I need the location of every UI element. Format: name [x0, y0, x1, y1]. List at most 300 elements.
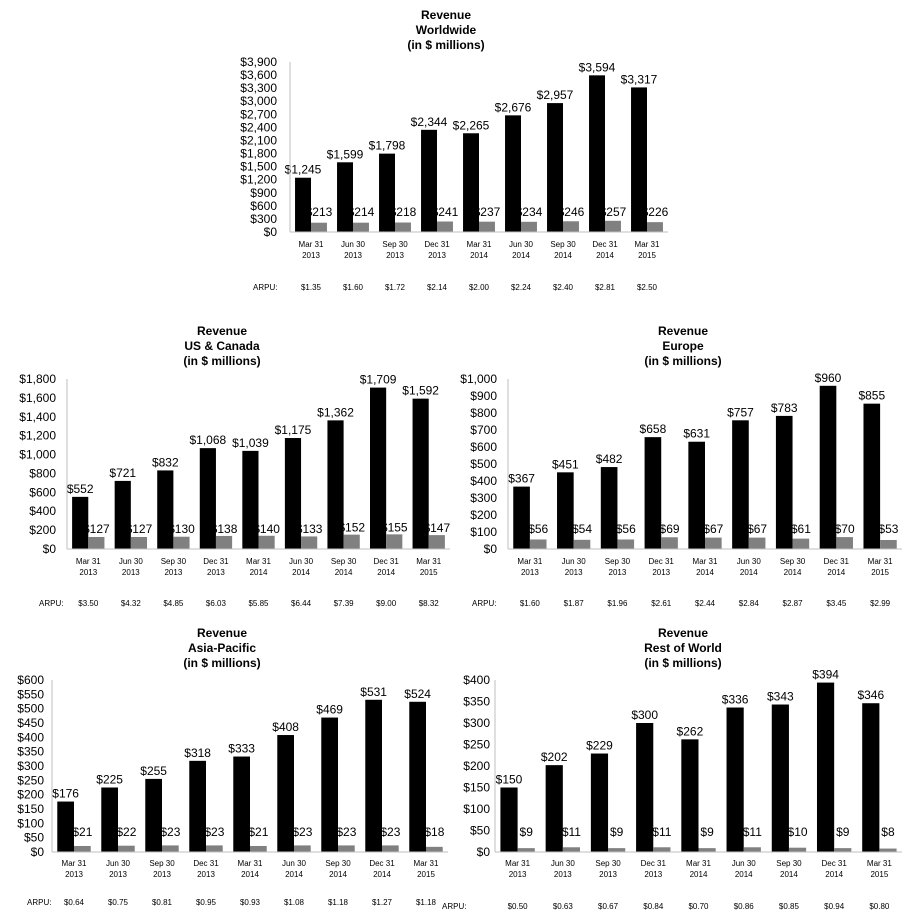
arpu-value: $0.85 — [778, 902, 799, 911]
arpu-bar — [793, 539, 810, 549]
x-tick-label: 2014 — [249, 568, 268, 577]
revenue-data-label: $343 — [767, 689, 794, 704]
arpu-data-label: $23 — [336, 825, 357, 839]
x-tick-label: Sep 30 — [550, 240, 576, 249]
arpu-value: $0.81 — [151, 898, 173, 907]
revenue-bar — [636, 723, 653, 852]
arpu-value: $1.60 — [519, 599, 540, 608]
x-tick-label: 2014 — [329, 870, 347, 879]
revenue-bar — [727, 708, 744, 852]
x-tick-label: 2015 — [417, 870, 435, 879]
y-tick-label: $200 — [470, 508, 497, 522]
arpu-bar — [382, 845, 399, 852]
y-tick-label: $250 — [17, 773, 44, 788]
arpu-data-label: $9 — [700, 825, 714, 839]
arpu-value: $1.18 — [327, 898, 349, 907]
x-tick-label: Mar 31 — [413, 859, 439, 868]
x-tick-label: 2013 — [65, 870, 83, 879]
arpu-bar — [162, 845, 179, 852]
arpu-value: $8.32 — [418, 599, 439, 608]
y-tick-label: $500 — [470, 457, 497, 471]
arpu-bar — [521, 222, 537, 232]
x-tick-label: 2014 — [825, 870, 844, 879]
y-tick-label: $350 — [17, 744, 44, 759]
x-tick-label: 2013 — [553, 870, 572, 879]
x-tick-label: Mar 31 — [61, 859, 87, 868]
x-tick-label: 2015 — [871, 568, 890, 577]
x-tick-label: Sep 30 — [160, 557, 187, 566]
y-tick-label: $500 — [17, 701, 44, 716]
chart-title-line: (in $ millions) — [644, 354, 722, 368]
revenue-data-label: $658 — [639, 422, 667, 437]
arpu-data-label: $155 — [380, 520, 408, 535]
revenue-bar — [591, 754, 608, 852]
arpu-value: $3.45 — [826, 599, 847, 608]
x-tick-label: 2015 — [870, 870, 889, 879]
revenue-data-label: $1,362 — [317, 405, 354, 420]
chart-title-line: Rest of World — [644, 641, 722, 655]
arpu-value: $1.87 — [563, 599, 584, 608]
x-tick-label: 2014 — [373, 870, 391, 879]
y-tick-label: $900 — [250, 185, 277, 200]
revenue-data-label: $318 — [184, 745, 211, 760]
arpu-value: $2.50 — [636, 283, 658, 292]
arpu-bar — [530, 539, 547, 549]
revenue-data-label: $3,594 — [578, 60, 616, 75]
arpu-value: $2.81 — [594, 283, 616, 292]
y-tick-label: $400 — [463, 673, 490, 687]
arpu-data-label: $147 — [423, 521, 451, 536]
x-tick-label: Dec 31 — [424, 240, 450, 249]
arpu-data-label: $23 — [204, 825, 225, 839]
arpu-bar — [344, 535, 360, 549]
revenue-bar — [115, 481, 131, 549]
chart-title-line: Revenue — [196, 626, 248, 640]
arpu-data-label: $21 — [248, 825, 269, 839]
arpu-value: $1.96 — [607, 599, 628, 608]
arpu-value: $6.03 — [205, 599, 226, 608]
y-tick-label: $1,400 — [19, 409, 56, 424]
chart-title-line: Revenue — [196, 324, 248, 338]
x-tick-label: 2013 — [197, 870, 215, 879]
x-tick-label: Dec 31 — [203, 557, 229, 566]
arpu-value: $5.85 — [248, 599, 269, 608]
chart-title-line: (in $ millions) — [183, 656, 261, 670]
revenue-data-label: $346 — [857, 688, 885, 703]
arpu-value: $0.84 — [643, 902, 664, 911]
x-tick-label: Mar 31 — [246, 557, 271, 566]
revenue-data-label: $336 — [721, 692, 749, 707]
x-tick-label: 2014 — [377, 568, 396, 577]
x-tick-label: Sep 30 — [604, 557, 631, 566]
revenue-data-label: $367 — [508, 471, 535, 486]
x-tick-label: 2013 — [386, 251, 404, 260]
y-tick-label: $1,800 — [19, 372, 56, 386]
y-tick-label: $1,600 — [19, 390, 56, 405]
arpu-bar — [749, 538, 766, 549]
arpu-data-label: $11 — [561, 825, 581, 839]
revenue-bar — [145, 779, 162, 852]
arpu-value: $7.39 — [333, 599, 354, 608]
y-tick-label: $300 — [17, 759, 44, 773]
arpu-bar — [395, 222, 411, 232]
y-tick-label: $0 — [483, 542, 497, 556]
y-tick-label: $150 — [463, 780, 490, 795]
x-tick-label: 2013 — [121, 568, 140, 577]
arpu-bar — [250, 846, 267, 852]
x-tick-label: Sep 30 — [776, 859, 802, 868]
x-tick-label: Sep 30 — [149, 859, 175, 868]
x-tick-label: 2014 — [334, 568, 353, 577]
arpu-value: $0.70 — [688, 902, 709, 911]
arpu-bar — [653, 847, 670, 852]
x-tick-label: 2013 — [508, 870, 527, 879]
revenue-data-label: $1,068 — [189, 433, 227, 448]
arpu-value: $1.60 — [342, 283, 364, 292]
arpu-row-label: ARPU: — [472, 599, 497, 608]
arpu-bar — [437, 221, 453, 232]
y-tick-label: $400 — [29, 504, 56, 519]
arpu-data-label: $127 — [125, 522, 153, 536]
chart-title-line: (in $ millions) — [407, 38, 485, 52]
arpu-data-label: $67 — [747, 522, 768, 536]
x-tick-label: Mar 31 — [517, 557, 543, 566]
arpu-bar — [88, 537, 104, 549]
arpu-data-label: $18 — [424, 825, 445, 839]
revenue-data-label: $262 — [676, 724, 704, 739]
revenue-data-label: $229 — [586, 738, 613, 753]
y-tick-label: $300 — [470, 491, 497, 505]
arpu-bar — [294, 845, 311, 852]
x-tick-label: 2013 — [428, 251, 446, 260]
x-tick-label: 2013 — [344, 251, 362, 260]
x-tick-label: 2013 — [79, 568, 98, 577]
arpu-data-label: $9 — [836, 825, 850, 839]
arpu-data-label: $218 — [389, 205, 417, 219]
arpu-data-label: $246 — [557, 205, 585, 219]
revenue-data-label: $855 — [858, 388, 886, 403]
x-tick-label: Mar 31 — [686, 859, 711, 868]
y-tick-label: $0 — [263, 225, 277, 239]
arpu-value: $1.27 — [371, 898, 393, 907]
y-tick-label: $600 — [250, 198, 277, 213]
revenue-data-label: $482 — [595, 452, 623, 467]
arpu-bar — [206, 845, 223, 852]
chart-title-line: Revenue — [657, 324, 709, 338]
arpu-bar — [386, 534, 402, 549]
arpu-bar — [617, 539, 634, 549]
y-tick-label: $700 — [470, 423, 497, 437]
y-tick-label: $1,500 — [240, 159, 277, 174]
arpu-value: $2.84 — [738, 599, 759, 608]
x-tick-label: Jun 30 — [289, 557, 314, 566]
arpu-value: $9.00 — [376, 599, 397, 608]
x-tick-label: 2014 — [292, 568, 310, 577]
revenue-data-label: $176 — [52, 786, 79, 801]
arpu-bar — [563, 221, 579, 232]
arpu-bar — [834, 848, 851, 852]
x-tick-label: Jun 30 — [281, 859, 307, 868]
arpu-value: $0.86 — [733, 902, 754, 911]
y-tick-label: $300 — [250, 211, 277, 226]
arpu-value: $6.44 — [291, 599, 312, 608]
x-tick-label: 2014 — [554, 251, 572, 260]
y-tick-label: $600 — [17, 673, 44, 687]
arpu-value: $1.72 — [384, 283, 406, 292]
arpu-bar — [74, 846, 91, 852]
x-tick-label: Mar 31 — [75, 557, 101, 566]
y-tick-label: $50 — [469, 823, 490, 838]
revenue-data-label: $202 — [540, 750, 568, 765]
arpu-value: $3.50 — [78, 599, 99, 608]
y-tick-label: $1,200 — [19, 428, 56, 443]
x-tick-label: 2015 — [419, 568, 438, 577]
arpu-data-label: $69 — [659, 522, 680, 536]
chart-title-line: Asia-Pacific — [187, 641, 257, 655]
arpu-data-label: $140 — [253, 521, 280, 536]
revenue-bar — [557, 472, 574, 549]
arpu-value: $4.85 — [163, 599, 184, 608]
x-tick-label: 2013 — [644, 870, 663, 879]
arpu-data-label: $56 — [615, 522, 636, 536]
arpu-bar — [705, 538, 722, 549]
x-tick-label: Jun 30 — [340, 240, 366, 249]
arpu-data-label: $56 — [528, 522, 549, 536]
revenue-data-label: $757 — [727, 405, 754, 420]
y-tick-label: $0 — [42, 542, 56, 556]
arpu-row-label: ARPU: — [39, 599, 64, 608]
arpu-value: $2.87 — [782, 599, 803, 608]
arpu-data-label: $9 — [519, 825, 533, 839]
arpu-bar — [563, 847, 580, 852]
arpu-data-label: $237 — [473, 205, 501, 219]
arpu-bar — [661, 537, 678, 549]
revenue-data-label: $960 — [814, 370, 842, 385]
arpu-bar — [789, 848, 806, 852]
arpu-data-label: $70 — [834, 522, 855, 536]
revenue-bar — [513, 487, 530, 549]
x-tick-label: 2014 — [241, 870, 259, 879]
revenue-data-label: $1,709 — [359, 372, 397, 387]
chart-title-line: (in $ millions) — [183, 354, 261, 368]
arpu-data-label: $9 — [609, 825, 624, 839]
x-tick-label: Dec 31 — [648, 557, 674, 566]
x-tick-label: 2013 — [109, 870, 127, 879]
revenue-bar — [379, 154, 395, 232]
arpu-data-label: $11 — [652, 825, 672, 839]
arpu-bar — [880, 540, 897, 549]
x-tick-label: Dec 31 — [592, 240, 618, 249]
arpu-data-label: $8 — [881, 825, 895, 839]
arpu-data-label: $61 — [790, 522, 811, 536]
x-tick-label: Dec 31 — [369, 859, 395, 868]
y-tick-label: $3,600 — [240, 68, 277, 83]
x-tick-label: Mar 31 — [298, 240, 324, 249]
revenue-data-label: $552 — [66, 481, 94, 496]
x-tick-label: Sep 30 — [330, 557, 357, 566]
arpu-data-label: $138 — [210, 521, 238, 536]
x-tick-label: Jun 30 — [550, 859, 575, 868]
revenue-bar — [601, 467, 618, 549]
arpu-value: $0.67 — [598, 902, 619, 911]
arpu-data-label: $226 — [641, 205, 669, 219]
arpu-value: $2.24 — [510, 283, 532, 292]
revenue-bar — [817, 683, 834, 852]
y-tick-label: $400 — [470, 474, 497, 488]
x-tick-label: Sep 30 — [595, 859, 621, 868]
revenue-bar — [101, 788, 118, 853]
revenue-data-label: $783 — [770, 400, 798, 415]
x-tick-label: 2014 — [827, 568, 846, 577]
arpu-bar — [131, 537, 147, 549]
y-tick-label: $300 — [463, 716, 490, 730]
x-tick-label: 2013 — [652, 568, 671, 577]
arpu-value: $0.63 — [552, 902, 573, 911]
arpu-bar — [311, 223, 327, 232]
arpu-bar — [173, 537, 189, 549]
y-tick-label: $0 — [30, 845, 44, 859]
arpu-data-label: $67 — [703, 522, 724, 536]
arpu-value: $2.61 — [651, 599, 672, 608]
arpu-value: $4.32 — [120, 599, 141, 608]
y-tick-label: $550 — [17, 687, 44, 702]
arpu-bar — [605, 221, 621, 232]
arpu-bar — [879, 849, 896, 852]
revenue-data-label: $524 — [404, 686, 431, 701]
revenue-data-label: $408 — [272, 720, 299, 735]
revenue-bar — [337, 162, 353, 232]
arpu-value: $1.08 — [283, 898, 305, 907]
arpu-data-label: $241 — [431, 205, 459, 219]
arpu-row-label: ARPU: — [442, 902, 467, 911]
revenue-data-label: $1,599 — [326, 147, 364, 162]
arpu-data-label: $234 — [515, 205, 543, 219]
arpu-data-label: $213 — [305, 205, 333, 219]
x-tick-label: Jun 30 — [118, 557, 143, 566]
chart-title-line: US & Canada — [184, 339, 260, 353]
arpu-value: $0.80 — [869, 902, 890, 911]
chart-title-line: Revenue — [420, 8, 472, 22]
arpu-value: $1.18 — [415, 898, 437, 907]
arpu-bar — [647, 222, 663, 232]
arpu-value: $0.94 — [824, 902, 845, 911]
y-tick-label: $150 — [17, 802, 44, 816]
revenue-data-label: $300 — [631, 708, 659, 722]
revenue-data-label: $225 — [96, 772, 123, 787]
arpu-data-label: $133 — [295, 522, 323, 536]
y-tick-label: $3,000 — [240, 94, 277, 109]
arpu-value: $0.93 — [239, 898, 261, 907]
arpu-bar — [259, 536, 275, 549]
x-tick-label: Dec 31 — [640, 859, 666, 868]
x-tick-label: Jun 30 — [736, 557, 761, 566]
arpu-bar — [518, 848, 535, 852]
x-tick-label: Sep 30 — [779, 557, 806, 566]
arpu-bar — [118, 846, 135, 852]
arpu-data-label: $130 — [168, 522, 195, 536]
x-tick-label: Mar 31 — [237, 859, 263, 868]
y-tick-label: $450 — [17, 716, 44, 730]
x-tick-label: 2013 — [302, 251, 320, 260]
arpu-bar — [574, 540, 591, 549]
x-tick-label: 2013 — [153, 870, 171, 879]
x-tick-label: 2014 — [512, 251, 530, 260]
arpu-bar — [216, 536, 232, 549]
y-tick-label: $200 — [17, 787, 44, 802]
y-tick-label: $1,200 — [240, 172, 277, 187]
revenue-data-label: $469 — [316, 702, 343, 717]
arpu-bar — [479, 222, 495, 232]
y-tick-label: $600 — [29, 485, 56, 500]
x-tick-label: Jun 30 — [561, 557, 586, 566]
revenue-data-label: $1,039 — [232, 435, 269, 450]
y-tick-label: $600 — [470, 440, 497, 454]
arpu-data-label: $127 — [83, 522, 110, 536]
arpu-value: $2.44 — [694, 599, 716, 608]
y-tick-label: $100 — [463, 802, 490, 816]
arpu-data-label: $22 — [116, 825, 137, 839]
arpu-bar — [429, 535, 445, 549]
x-tick-label: Jun 30 — [731, 859, 756, 868]
y-tick-label: $2,100 — [240, 133, 277, 148]
y-tick-label: $350 — [463, 694, 490, 709]
revenue-data-label: $451 — [551, 457, 579, 472]
revenue-data-label: $832 — [151, 455, 179, 470]
x-tick-label: Mar 31 — [416, 557, 442, 566]
x-tick-label: Dec 31 — [823, 557, 850, 566]
arpu-value: $2.00 — [468, 283, 490, 292]
revenue-data-label: $2,265 — [452, 118, 490, 133]
x-tick-label: Mar 31 — [505, 859, 531, 868]
x-tick-label: Sep 30 — [382, 240, 408, 249]
revenue-bar — [500, 788, 517, 853]
chart-title-line: Europe — [662, 339, 704, 353]
arpu-bar — [338, 845, 355, 852]
revenue-data-label: $333 — [228, 741, 255, 756]
revenue-data-label: $2,344 — [410, 114, 448, 129]
x-tick-label: Jun 30 — [105, 859, 131, 868]
arpu-bar — [608, 848, 625, 852]
y-tick-label: $1,000 — [19, 447, 56, 462]
x-tick-label: Mar 31 — [692, 557, 718, 566]
revenue-data-label: $2,957 — [536, 88, 574, 103]
y-tick-label: $900 — [470, 389, 497, 403]
arpu-bar — [744, 847, 761, 852]
chart-title-line: (in $ millions) — [644, 656, 722, 670]
arpu-data-label: $152 — [338, 520, 366, 535]
revenue-data-label: $255 — [140, 763, 167, 778]
arpu-data-label: $21 — [72, 825, 93, 839]
revenue-data-label: $3,317 — [620, 72, 658, 87]
x-tick-label: Dec 31 — [373, 557, 399, 566]
y-tick-label: $2,700 — [240, 107, 277, 122]
x-tick-label: Mar 31 — [466, 240, 492, 249]
x-tick-label: 2014 — [783, 568, 802, 577]
revenue-data-label: $721 — [109, 465, 137, 480]
revenue-data-label: $2,676 — [494, 100, 532, 115]
arpu-data-label: $23 — [160, 825, 181, 839]
y-tick-label: $1,000 — [460, 372, 497, 386]
x-tick-label: Mar 31 — [634, 240, 660, 249]
revenue-data-label: $1,245 — [284, 162, 322, 177]
x-tick-label: Sep 30 — [325, 859, 351, 868]
arpu-data-label: $11 — [742, 825, 762, 839]
x-tick-label: 2014 — [780, 870, 798, 879]
arpu-value: $0.50 — [507, 902, 528, 911]
y-tick-label: $2,400 — [240, 120, 277, 135]
revenue-data-label: $631 — [683, 426, 711, 441]
arpu-value: $1.35 — [300, 283, 322, 292]
